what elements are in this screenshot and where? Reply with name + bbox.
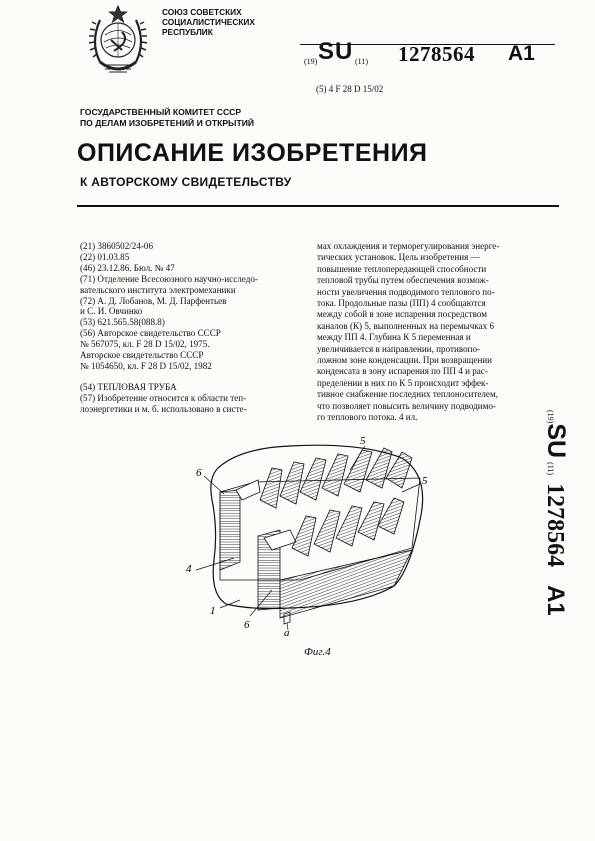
header-separator: [77, 205, 559, 207]
abstract-start: [80, 382, 325, 415]
abstract-continuation: [317, 241, 547, 424]
label-6-bottom: 6: [244, 619, 250, 631]
biblio-line: № 567075, кл. F 28 D 15/02, 1975.: [80, 339, 210, 350]
figure-caption: Фиг.4: [304, 646, 331, 658]
biblio-line: № 1054650, кл. F 28 D 15/02, 1982: [80, 360, 212, 371]
heat-pipe-drawing: [180, 430, 445, 640]
abstract-line: тока. Продольные пазы (ПП) 4 сообщаются: [317, 298, 486, 309]
org-line: РЕСПУБЛИК: [162, 27, 213, 37]
abstract-line: (57) Изобретение относится к области теп-: [80, 392, 247, 403]
document-subtitle: К АВТОРСКОМУ СВИДЕТЕЛЬСТВУ: [80, 175, 292, 189]
abstract-line: между ПП 4. Глубина К 5 переменная и: [317, 332, 471, 343]
vertical-kind: A1: [542, 585, 569, 616]
biblio-line: Авторское свидетельство СССР: [80, 350, 204, 361]
abstract-line: что позволяет повысить величину подводимо-: [317, 400, 496, 411]
vertical-number-text: [541, 410, 570, 616]
label-a: a: [284, 627, 290, 639]
biblio-line: (72) А. Д. Лобанов, М. Д. Парфентьев: [80, 295, 227, 306]
committee-line: ГОСУДАРСТВЕННЫЙ КОМИТЕТ СССР: [80, 107, 242, 117]
abstract-line: между собой в зоне испарения посредством: [317, 309, 487, 320]
country-code: SU: [318, 38, 354, 65]
bibliographic-data: [80, 241, 320, 372]
biblio-line: (56) Авторское свидетельство СССР: [80, 328, 221, 339]
header-rule: [300, 44, 555, 45]
document-title: ОПИСАНИЕ ИЗОБРЕТЕНИЯ: [77, 139, 428, 167]
abstract-line: пределении в них по К 5 происходит эффек-: [317, 377, 489, 388]
vertical-patent-number: [540, 410, 580, 660]
biblio-line: (21) 3860502/24-06: [80, 241, 153, 251]
abstract-line: тепловой трубы путем обеспечения возмож-: [317, 275, 489, 286]
abstract-line: тических установок. Цель изобретения —: [317, 252, 480, 263]
biblio-line: (71) Отделение Всесоюзного научно-исследо-: [80, 273, 258, 284]
biblio-line: (53) 621.565.58(088.8): [80, 317, 165, 328]
biblio-line: (22) 01.03.85: [80, 251, 130, 262]
abstract-line: лоэнергетики и м. б. использовано в систе-: [80, 403, 247, 414]
label-1: 1: [210, 605, 216, 617]
abstract-line: каналов (К) 5, выполненных на перемычках 6: [317, 320, 495, 331]
abstract-line: увеличивается в направлении, противопо-: [317, 343, 481, 354]
patent-kind: A1: [508, 42, 535, 65]
issuing-committee: [80, 107, 254, 129]
biblio-line: вательского института электромеханики: [80, 284, 236, 295]
invention-title: (54) ТЕПЛОВАЯ ТРУБА: [80, 382, 177, 392]
biblio-line: (46) 23.12.86. Бюл. № 47: [80, 262, 175, 273]
inid-code-11: (11): [355, 57, 369, 66]
org-line: СОЦИАЛИСТИЧЕСКИХ: [162, 17, 255, 27]
ipc-classification: (5) 4 F 28 D 15/02: [316, 84, 384, 94]
biblio-line: и С. И. Овчинко: [80, 306, 143, 317]
patent-number: 1278564: [398, 42, 475, 66]
vertical-code-11: (11): [546, 462, 555, 476]
label-5-top: 5: [360, 435, 366, 447]
label-4: 4: [186, 563, 192, 575]
org-line: СОЮЗ СОВЕТСКИХ: [162, 7, 242, 17]
abstract-line: ложном зоне конденсации. При возвращении: [317, 355, 493, 366]
abstract-line: тивное снабжение последних теплоносителем,: [317, 389, 498, 400]
inid-code-19: (19): [304, 57, 318, 66]
ussr-emblem-icon: [78, 2, 158, 80]
label-5-right: 5: [422, 475, 428, 487]
abstract-line: го теплового потока. 4 ил.: [317, 412, 418, 423]
abstract-line: ности увеличения подводимого теплового по-: [317, 286, 495, 297]
abstract-line: мах охлаждения и терморегулирования энерге-: [317, 241, 500, 251]
vertical-code-19: (19): [546, 410, 555, 424]
vertical-patent-num: 1278564: [542, 483, 568, 568]
vertical-country: SU: [542, 423, 570, 459]
abstract-line: конденсата в зону испарения по ПП 4 и рас-: [317, 366, 488, 377]
label-6-top: 6: [196, 467, 202, 479]
organization-name: [162, 7, 272, 37]
committee-line: ПО ДЕЛАМ ИЗОБРЕТЕНИЙ И ОТКРЫТИЙ: [80, 118, 255, 128]
abstract-line: повышение теплопередающей способности: [317, 263, 487, 274]
